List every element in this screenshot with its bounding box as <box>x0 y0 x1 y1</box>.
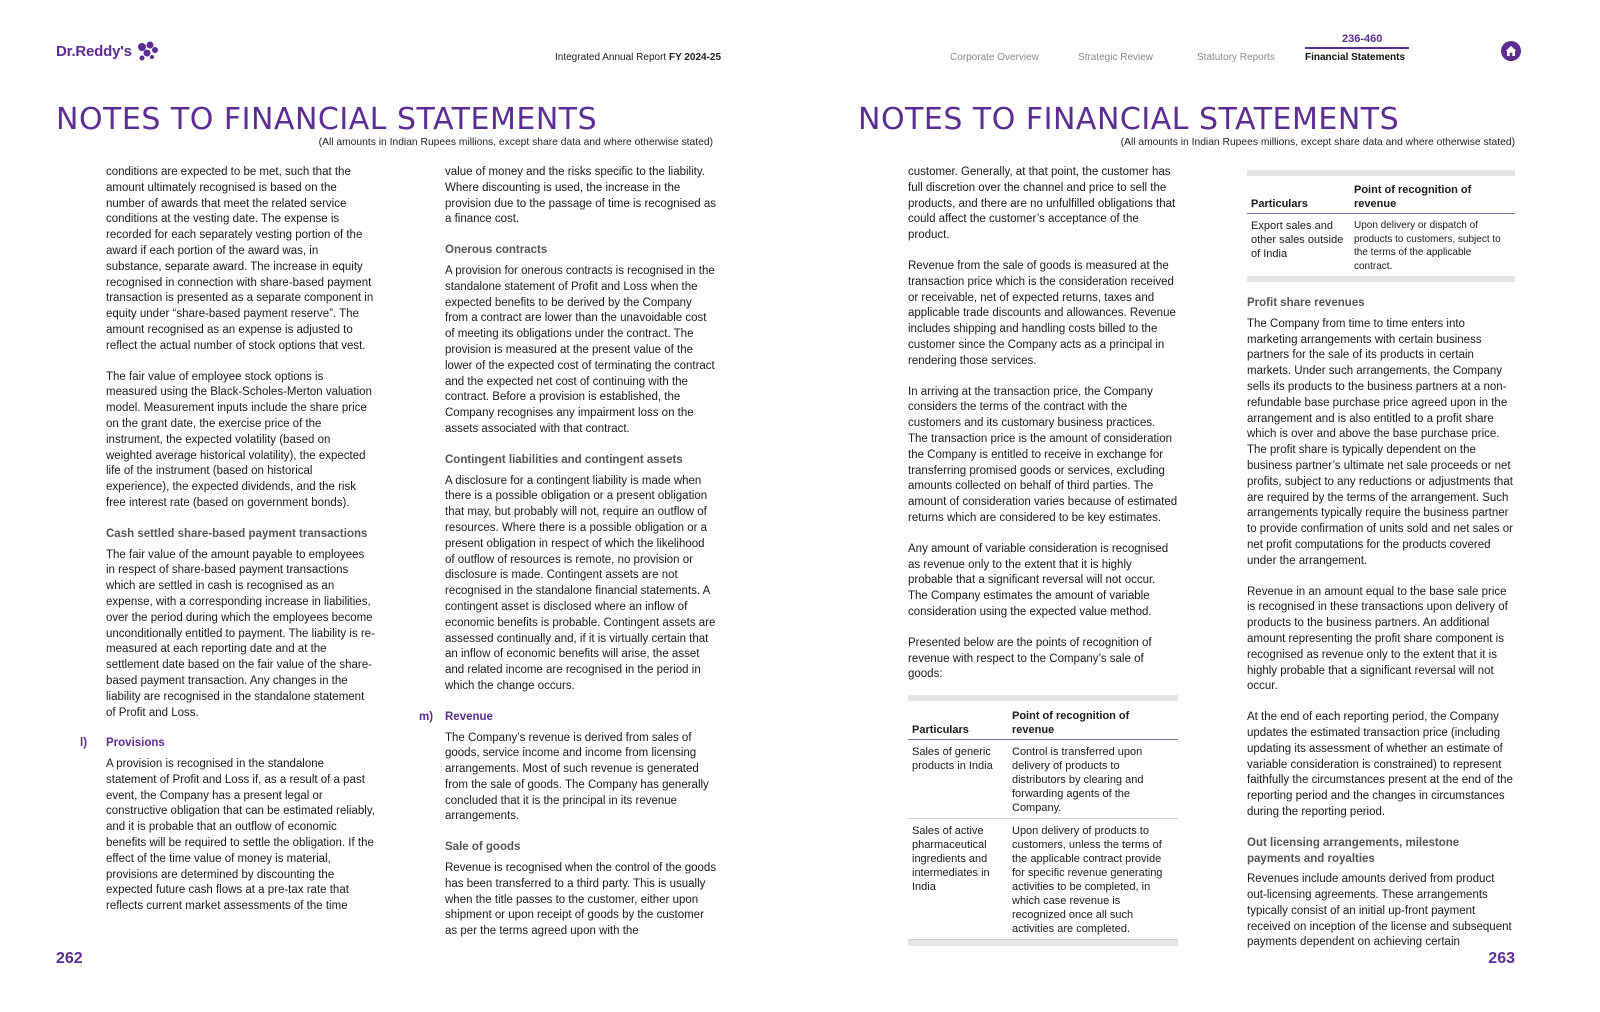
table-header-row <box>1247 176 1515 214</box>
left-column-1 <box>80 165 376 915</box>
subheading-sale-of-goods: Sale of goods <box>445 841 521 854</box>
nav-financial-statements[interactable]: Financial Statements <box>1305 52 1406 63</box>
paragraph: A disclosure for a contingent liability is made when there is a possible obligation or a present obligation that may, but probably will not, require an outflow of resources. Where there is a possible obligation or a present obligation in respect of which the likelihood of outflow of resources is remote, no provision or disclosure is made. Contingent assets are not recognised in the standalone financial statements. A contingent asset is disclosed where an inflow of economic benefits is probable. Contingent assets are assessed continually and, if it is virtually certain that an inflow of economic benefits will arise, the asset and related income are recognised in the period in which the change occurs. <box>445 474 716 692</box>
paragraph: In arriving at the transaction price, the Company considers the terms of the contract with the customers and its customary business practices. The transaction price is the amount of consideration the Company is entitled to receive in exchange for transferring promised goods or services, excluding amounts collected on behalf of third parties. The amount of consideration varies because of estimated returns which are considered to be key estimates. <box>908 385 1178 524</box>
table-row <box>1247 214 1515 277</box>
paragraph: The Company from time to time enters into marketing arrangements with certain business partners for the sale of its products in certain markets. Under such arrangements, the Company sells its products to the business partners at a non-refundable base purchase price agreed upon in the arrangement and is also entitled to a profit share which is over and above the base purchase price. The profit share is typically dependent on the business partner’s ultimate net sale proceeds or net profits, subject to any reductions or adjustments that are required by the terms of the arrangement. Such arrangements typically require the business partner to provide confirmation of units sold and net sales or net profit computations for the products covered under the arrangement. <box>1247 317 1513 567</box>
table-cell: Upon delivery or dispatch of products to customers, subject to the terms of the applicable contract. <box>1354 220 1501 272</box>
section-letter: m) <box>419 710 434 723</box>
paragraph: A provision for onerous contracts is recognised in the standalone statement of Profit and Loss when the expected benefits to be derived by the Company from a contract are lower than the unavoidable cost of meeting its obligations under the contract. The provision is measured at the present value of the lower of the expected cost of terminating the contract and the expected net cost of continuing with the contract. Before a provision is established, the Company recognises any impairment loss on the assets associated with that contract. <box>445 264 715 435</box>
export-sales-table <box>1247 170 1515 282</box>
revenue-recognition-table <box>908 695 1178 946</box>
table-cell: Sales of generic products in India <box>908 740 1008 819</box>
section-heading-provisions <box>80 736 376 752</box>
nav-strategic-review[interactable]: Strategic Review <box>1078 52 1154 63</box>
paragraph: Revenue in an amount equal to the base sale price is recognised in these transactions upon delivery of products to the business partners. An additional amount representing the profit share component is recognised as revenue only to the extent that it is highly probable that a significant reversal will not occur. <box>1247 585 1508 693</box>
page-number-right: 263 <box>1488 950 1515 967</box>
paragraph: Any amount of variable consideration is recognised as revenue only to the extent that it is highly probable that a significant reversal will not occur. The Company estimates the amount of variable consideration using the expected value method. <box>908 542 1169 618</box>
table-cell: Upon delivery of products to customers, unless the terms of the applicable contract provide for specific revenue generating activities to be completed, in which case revenue is recognized once all such activities are completed. <box>1008 819 1178 940</box>
table-row <box>908 740 1178 819</box>
nav-active-indicator <box>1305 47 1409 49</box>
table-cell: Sales of active pharmaceutical ingredients and intermediates in India <box>908 819 1008 940</box>
amounts-note-left: (All amounts in Indian Rupees millions, except share data and where otherwise stated) <box>318 137 713 148</box>
paragraph: Presented below are the points of recognition of revenue with respect to the Company’s sale of goods: <box>908 636 1152 681</box>
home-icon <box>1500 40 1522 62</box>
subheading-contingent: Contingent liabilities and contingent assets <box>445 453 683 466</box>
page-number-left: 262 <box>56 950 83 967</box>
paragraph: conditions are expected to be met, such that the amount ultimately recognised is based on the number of awards that meet the related service conditions at the vesting date. The expense is recorded for each separately vesting portion of the award if each portion of the award was, in substance, separate award. The increase in equity recognised in connection with share-based payment transaction is presented as a separate component in equity under “share-based payment reserve”. The amount recognised as an expense is adjusted to reflect the actual number of stock options that vest. <box>106 166 374 352</box>
paragraph: A provision is recognised in the standalone statement of Profit and Loss if, as a result of a past event, the Company has a present legal or constructive obligation that can be estimated reliably, and it is probable that an outflow of economic benefits will be required to settle the obligation. If the effect of the time value of money is material, provisions are determined by discounting the expected future cash flows at a pre-tax rate that reflects current market assessments of the time <box>106 758 375 913</box>
table-cell: Export sales and other sales outside of India <box>1251 220 1344 260</box>
paragraph: Revenue from the sale of goods is measured at the transaction price which is the consideration received or receivable, net of expected returns, taxes and applicable trade discounts and allowances. Revenue includes shipping and handling costs billed to the customer since the Company acts as a principal in rendering those services. <box>908 259 1176 367</box>
logo-text: Dr.Reddy's <box>56 42 132 60</box>
subheading-onerous: Onerous contracts <box>445 244 548 257</box>
paragraph: The fair value of the amount payable to employees in respect of share-based payment transactions which are settled in cash is recognised as an expense, with a corresponding increase in liabilities, over the period during which the employees become unconditionally entitled to payment. The liability is re-measured at each reporting date and at the settlement date based on the fair value of the share-based payment transaction. Any changes in the liability are recognised in the standalone statement of Profit and Loss. <box>106 548 375 719</box>
nav-corporate-overview[interactable]: Corporate Overview <box>950 52 1039 63</box>
home-button[interactable] <box>1500 40 1522 62</box>
paragraph: The Company’s revenue is derived from sales of goods, service income and income from licensing arrangements. Most of such revenue is generated from the sale of goods. The Company has generally concluded that it is the principal in its revenue arrangements. <box>445 731 709 823</box>
subheading-cash-settled: Cash settled share-based payment transactions <box>106 527 368 540</box>
report-title: Integrated Annual Report FY 2024-25 <box>555 52 722 63</box>
amounts-note-right: (All amounts in Indian Rupees millions, except share data and where otherwise stated) <box>1120 137 1515 148</box>
logo-mark-icon <box>136 40 160 62</box>
table-header-point-of-recognition: Point of recognition of revenue <box>1008 701 1178 740</box>
left-column-2 <box>419 165 717 940</box>
nav-statutory-reports[interactable]: Statutory Reports <box>1197 52 1275 63</box>
right-column-2 <box>1247 170 1515 951</box>
section-title: Revenue <box>445 710 493 723</box>
table-header-point-of-recognition: Point of recognition of revenue <box>1350 176 1515 214</box>
paragraph: At the end of each reporting period, the Company updates the estimated transaction price (including updating its assessment of whether an estimate of variable consideration is constrained) to represent faithfully the circumstances present at the end of the reporting period and the changes in circumstances during the reporting period. <box>1247 711 1513 818</box>
page-title-left: NOTES TO FINANCIAL STATEMENTS <box>56 102 598 137</box>
table-row <box>908 819 1178 940</box>
section-letter: l) <box>80 737 88 750</box>
report-year: FY 2024-25 <box>668 52 722 63</box>
paragraph: customer. Generally, at that point, the customer has full discretion over the channel and price to sell the products, and there are no unfulfilled obligations that could affect the customer’s acceptance of the product. <box>908 166 1176 242</box>
right-column-1 <box>908 165 1178 946</box>
page-title-right: NOTES TO FINANCIAL STATEMENTS <box>858 102 1400 137</box>
table-header-particulars: Particulars <box>908 701 1008 740</box>
subheading-profit-share: Profit share revenues <box>1247 297 1365 309</box>
table-header-row <box>908 701 1178 740</box>
paragraph: The fair value of employee stock options is measured using the Black-Scholes-Merton valuation model. Measurement inputs include the share price on the grant date, the exercise price of the instrument, the expected volatility (based on weighted average historical volatility), the expected life of the instrument (based on historical experience), the expected dividends, and the risk free interest rate (based on government bonds). <box>106 370 372 509</box>
subheading-out-licensing: Out licensing arrangements, milestone payments and royalties <box>1247 836 1460 865</box>
paragraph: Revenue is recognised when the control of the goods has been transferred to a third party. This is usually when the title passes to the customer, either upon shipment or upon receipt of goods by the customer as per the terms agreed upon with the <box>445 862 717 938</box>
paragraph: value of money and the risks specific to the liability. Where discounting is used, the increase in the provision due to the passage of time is recognised as a finance cost. <box>445 166 717 226</box>
section-title: Provisions <box>106 737 165 750</box>
page-range: 236-460 <box>1342 33 1383 45</box>
table-header-particulars: Particulars <box>1247 176 1350 214</box>
section-heading-revenue <box>419 710 717 726</box>
table-cell: Control is transferred upon delivery of products to distributors by clearing and forwarding agents of the Company. <box>1008 740 1178 819</box>
company-logo[interactable] <box>56 40 160 62</box>
paragraph: Revenues include amounts derived from product out-licensing agreements. These arrangements typically consist of an initial up-front payment received on inception of the license and subsequent payments dependent on achieving certain <box>1247 873 1512 949</box>
